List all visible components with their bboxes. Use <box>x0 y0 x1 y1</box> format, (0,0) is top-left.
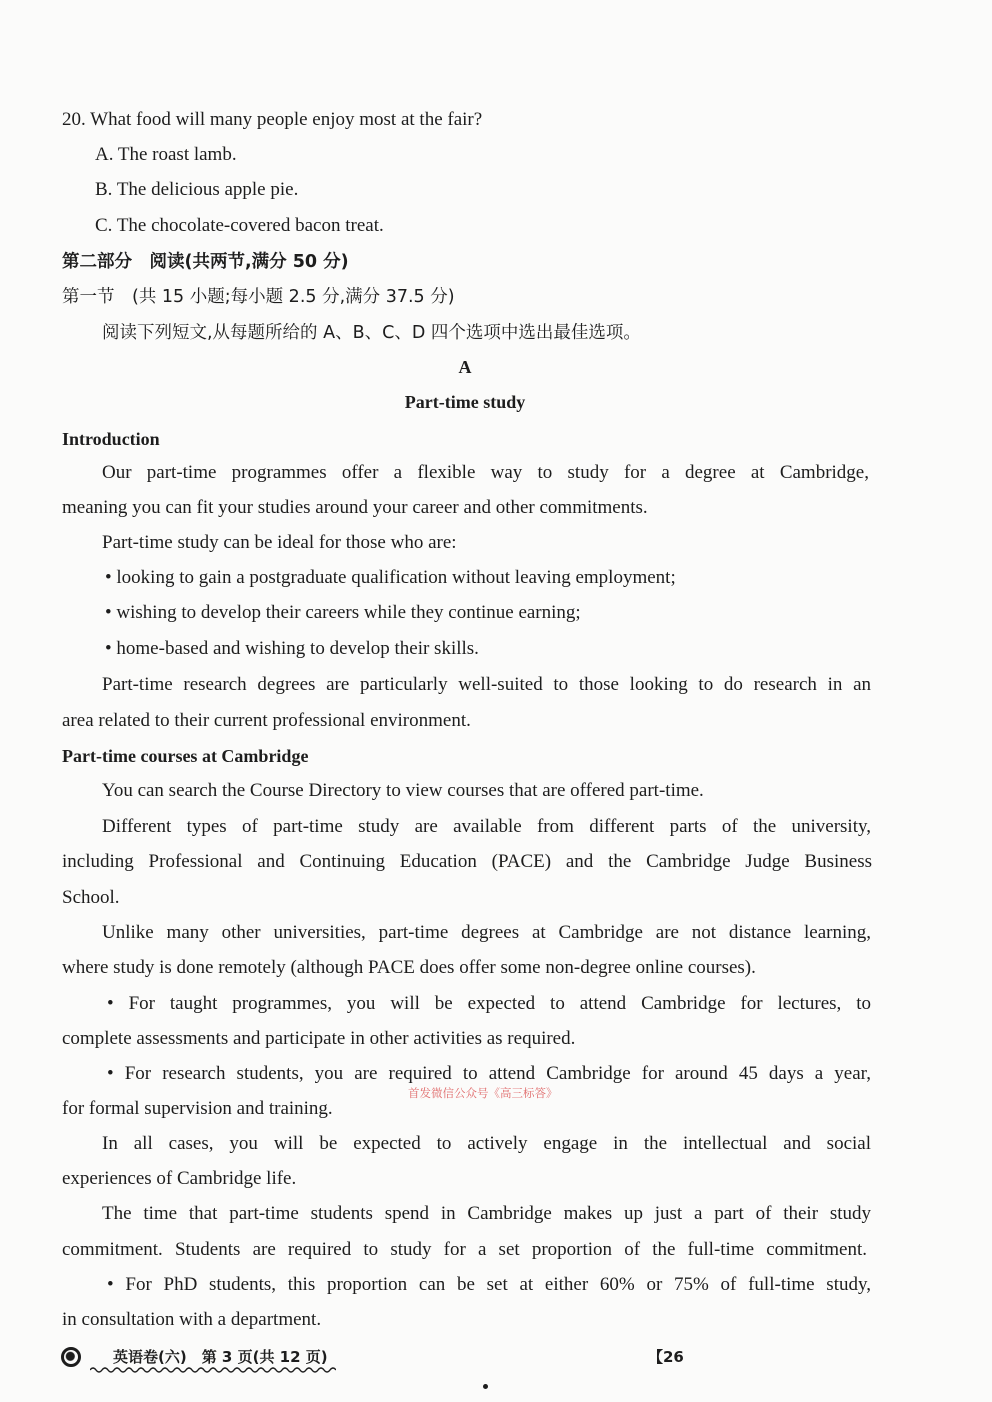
passage-line: commitment. Students are required to study for a set proportion of the full-time commitment. <box>62 1239 867 1260</box>
option-a: A. The roast lamb. <box>95 144 237 165</box>
heading-courses: Part-time courses at Cambridge <box>62 746 309 766</box>
sub-title: 第一节 (共 15 小题;每小题 2.5 分,满分 37.5 分) <box>62 287 455 307</box>
passage-line: meaning you can fit your studies around your career and other commitments. <box>62 497 648 518</box>
passage-line: You can search the Course Directory to view courses that are offered part-time. <box>102 780 704 801</box>
passage-line: School. <box>62 887 120 908</box>
footer-label: 英语卷(六) 第 3 页(共 12 页) <box>113 1348 328 1366</box>
passage-line: Part-time research degrees are particularly well-suited to those looking to do research in an <box>102 674 871 695</box>
option-b: B. The delicious apple pie. <box>95 179 299 200</box>
bullet-item: • home-based and wishing to develop their skills. <box>105 638 479 659</box>
instruction: 阅读下列短文,从每题所给的 A、B、C、D 四个选项中选出最佳选项。 <box>102 323 641 343</box>
passage-line: The time that part-time students spend in Cambridge makes up just a part of their study <box>102 1203 871 1224</box>
passage-line: complete assessments and participate in other activities as required. <box>62 1028 576 1049</box>
bullet-item: • For research students, you are required to attend Cambridge for around 45 days a year, <box>107 1063 871 1084</box>
footer-logo-icon <box>61 1347 81 1367</box>
bullet-item: • wishing to develop their careers while they continue earning; <box>105 602 581 623</box>
heading-introduction: Introduction <box>62 429 160 449</box>
passage-line: including Professional and Continuing Education (PACE) and the Cambridge Judge Business <box>62 851 872 872</box>
passage-line: where study is done remotely (although PACE does offer some non-degree online courses). <box>62 957 756 978</box>
page-dot <box>483 1384 488 1389</box>
passage-line: in consultation with a department. <box>62 1309 322 1330</box>
footer-code: 【26 <box>648 1348 684 1366</box>
passage-letter: A <box>458 357 472 377</box>
passage-title: Part-time study <box>404 392 526 412</box>
part-title: 第二部分 阅读(共两节,满分 50 分) <box>62 252 349 272</box>
bullet-item: • looking to gain a postgraduate qualification without leaving employment; <box>105 567 676 588</box>
passage-line: for formal supervision and training. <box>62 1098 333 1119</box>
option-c: C. The chocolate-covered bacon treat. <box>95 215 384 236</box>
passage-line: In all cases, you will be expected to actively engage in the intellectual and social <box>102 1133 871 1154</box>
passage-line: area related to their current professional environment. <box>62 710 471 731</box>
watermark: 首发微信公众号《高三标答》 <box>408 1086 558 1100</box>
footer-wavy-underline-icon <box>90 1366 336 1374</box>
question-stem: 20. What food will many people enjoy most at the fair? <box>62 109 483 130</box>
bullet-item: • For PhD students, this proportion can be set at either 60% or 75% of full-time study, <box>107 1274 871 1295</box>
bullet-item: • For taught programmes, you will be expected to attend Cambridge for lectures, to <box>107 993 871 1014</box>
passage-line: Unlike many other universities, part-time degrees at Cambridge are not distance learning, <box>102 922 871 943</box>
passage-line: Part-time study can be ideal for those who are: <box>102 532 457 553</box>
passage-line: Different types of part-time study are available from different parts of the university, <box>102 816 871 837</box>
passage-line: experiences of Cambridge life. <box>62 1168 297 1189</box>
passage-line: Our part-time programmes offer a flexible way to study for a degree at Cambridge, <box>102 462 869 483</box>
